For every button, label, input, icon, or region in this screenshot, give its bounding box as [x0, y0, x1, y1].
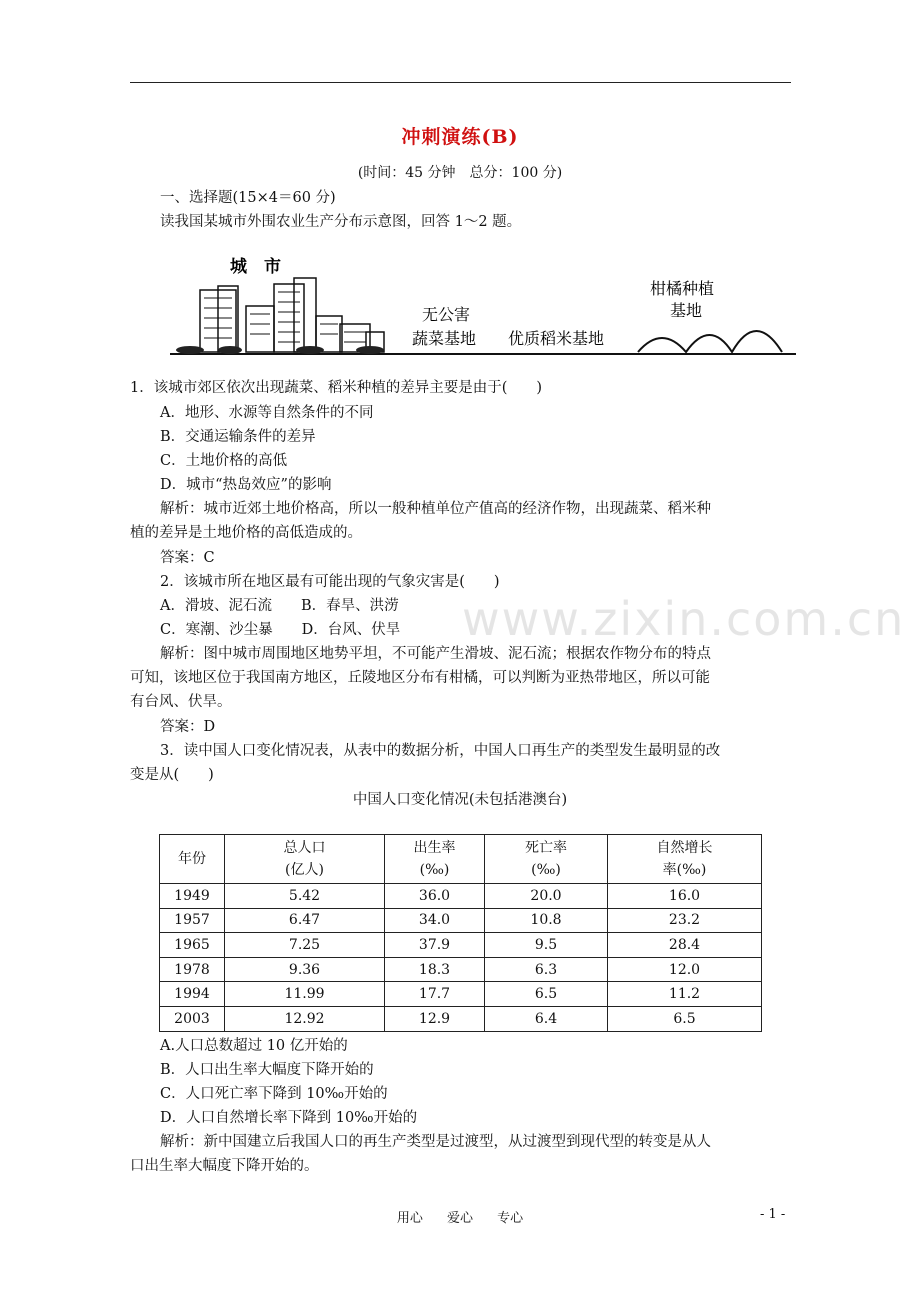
table-cell: 1978 — [160, 957, 225, 982]
table-row — [160, 957, 762, 982]
hills — [638, 331, 782, 352]
table-cell: 1957 — [160, 908, 225, 933]
q1-stem: 1．该城市郊区依次出现蔬菜、稻米种植的差异主要是由于( ) — [130, 380, 543, 396]
q3-option-d: D．人口自然增长率下降到 10‰开始的 — [160, 1110, 418, 1126]
q3-analysis: 解析：新中国建立后我国人口的再生产类型是过渡型，从过渡型到现代型的转变是从人 — [160, 1134, 711, 1150]
label-city: 城 市 — [230, 257, 281, 277]
q3-option-c: C．人口死亡率下降到 10‰开始的 — [160, 1086, 388, 1102]
watermark: www.zixin.com.cn — [462, 592, 906, 646]
label-citrus-1: 柑橘种植 — [650, 279, 715, 298]
agriculture-distribution-figure — [170, 250, 798, 360]
shrubs — [176, 346, 384, 354]
table-cell: 34.0 — [385, 908, 485, 933]
q3-analysis-cont: 口出生率大幅度下降开始的。 — [130, 1158, 319, 1174]
header-year-text: 年份 — [178, 851, 206, 867]
header-birth-rate-text: 出生率 (‰) — [413, 840, 456, 878]
table-cell: 12.0 — [608, 957, 762, 982]
label-vegetable-1: 无公害 — [422, 305, 471, 324]
table-cell: 6.5 — [608, 1006, 762, 1031]
table-cell: 6.5 — [485, 982, 608, 1007]
city-buildings — [200, 278, 384, 352]
header-death-rate-text: 死亡率 (‰) — [525, 840, 567, 878]
table-cell: 23.2 — [608, 908, 762, 933]
header-growth-rate — [608, 835, 762, 884]
table-cell: 5.42 — [225, 884, 385, 909]
page-number: - 1 - — [760, 1207, 786, 1222]
table-cell: 11.99 — [225, 982, 385, 1007]
figure-svg — [170, 250, 798, 360]
q1-option-a: A．地形、水源等自然条件的不同 — [160, 405, 374, 421]
section-heading: 一、选择题(15×4＝60 分) — [160, 190, 336, 206]
table-cell: 18.3 — [385, 957, 485, 982]
q3-stem: 3．读中国人口变化情况表，从表中的数据分析，中国人口再生产的类型发生最明显的改 — [160, 743, 721, 759]
header-death-rate — [485, 835, 608, 884]
header-population-text: 总人口 (亿人) — [283, 840, 326, 878]
q1-option-b: B．交通运输条件的差异 — [160, 429, 316, 445]
table-row — [160, 982, 762, 1007]
header-population — [225, 835, 385, 884]
footer-item: 用心 — [396, 1211, 423, 1226]
table-row — [160, 884, 762, 909]
q1-analysis-cont: 植的差异是土地价格的高低造成的。 — [130, 525, 362, 541]
table-header-row — [160, 835, 762, 884]
table-cell: 36.0 — [385, 884, 485, 909]
q2-options-row2: C．寒潮、沙尘暴 D．台风、伏旱 — [160, 622, 401, 638]
table-cell: 12.92 — [225, 1006, 385, 1031]
q1-option-c: C．土地价格的高低 — [160, 453, 288, 469]
page-subtitle: (时间：45 分钟 总分：100 分) — [357, 165, 563, 181]
q1-analysis: 解析：城市近郊土地价格高，所以一般种植单位产值高的经济作物，出现蔬菜、稻米种 — [160, 501, 711, 517]
label-citrus-2: 基地 — [670, 301, 703, 320]
table-caption: 中国人口变化情况(未包括港澳台) — [352, 792, 568, 808]
q2-stem: 2．该城市所在地区最有可能出现的气象灾害是( ) — [160, 574, 500, 590]
table-cell: 2003 — [160, 1006, 225, 1031]
label-vegetable-2: 蔬菜基地 — [412, 329, 477, 348]
header-birth-rate — [385, 835, 485, 884]
q3-stem-cont: 变是从( ) — [130, 767, 214, 783]
table-cell: 17.7 — [385, 982, 485, 1007]
table-cell: 12.9 — [385, 1006, 485, 1031]
table-cell: 37.9 — [385, 933, 485, 958]
table-row — [160, 908, 762, 933]
table-row — [160, 933, 762, 958]
table-cell: 6.47 — [225, 908, 385, 933]
page-title: 冲刺演练(B) — [401, 126, 519, 148]
table-cell: 16.0 — [608, 884, 762, 909]
label-rice: 优质稻米基地 — [508, 329, 605, 348]
footer-item: 爱心 — [446, 1211, 473, 1226]
q2-options-row1: A．滑坡、泥石流 B．春旱、洪涝 — [160, 598, 399, 614]
section-intro: 读我国某城市外围农业生产分布示意图，回答 1～2 题。 — [160, 214, 522, 230]
q2-analysis: 解析：图中城市周围地区地势平坦，不可能产生滑坡、泥石流；根据农作物分布的特点 — [160, 646, 711, 662]
table-cell: 7.25 — [225, 933, 385, 958]
table-cell: 11.2 — [608, 982, 762, 1007]
q2-analysis-cont2: 有台风、伏旱。 — [130, 694, 232, 710]
table-cell: 9.5 — [485, 933, 608, 958]
table-cell: 9.36 — [225, 957, 385, 982]
table-cell: 1949 — [160, 884, 225, 909]
table-cell: 1994 — [160, 982, 225, 1007]
q2-answer: 答案：D — [160, 719, 216, 735]
q2-analysis-cont1: 可知，该地区位于我国南方地区，丘陵地区分布有柑橘，可以判断为亚热带地区，所以可能 — [130, 670, 710, 686]
table-cell: 10.8 — [485, 908, 608, 933]
table-cell: 6.3 — [485, 957, 608, 982]
q3-option-b: B．人口出生率大幅度下降开始的 — [160, 1062, 374, 1078]
footer-item: 专心 — [497, 1211, 524, 1226]
q1-option-d: D．城市“热岛效应”的影响 — [160, 477, 332, 493]
table-cell: 1965 — [160, 933, 225, 958]
header-rule — [130, 82, 791, 83]
q1-answer: 答案：C — [160, 550, 215, 566]
table-row — [160, 1006, 762, 1031]
table-cell: 28.4 — [608, 933, 762, 958]
q3-option-a: A.人口总数超过 10 亿开始的 — [160, 1038, 348, 1054]
header-growth-rate-text: 自然增长 率(‰) — [656, 840, 713, 878]
table-cell: 20.0 — [485, 884, 608, 909]
header-year — [160, 835, 225, 884]
population-table — [159, 834, 762, 1032]
table-cell: 6.4 — [485, 1006, 608, 1031]
